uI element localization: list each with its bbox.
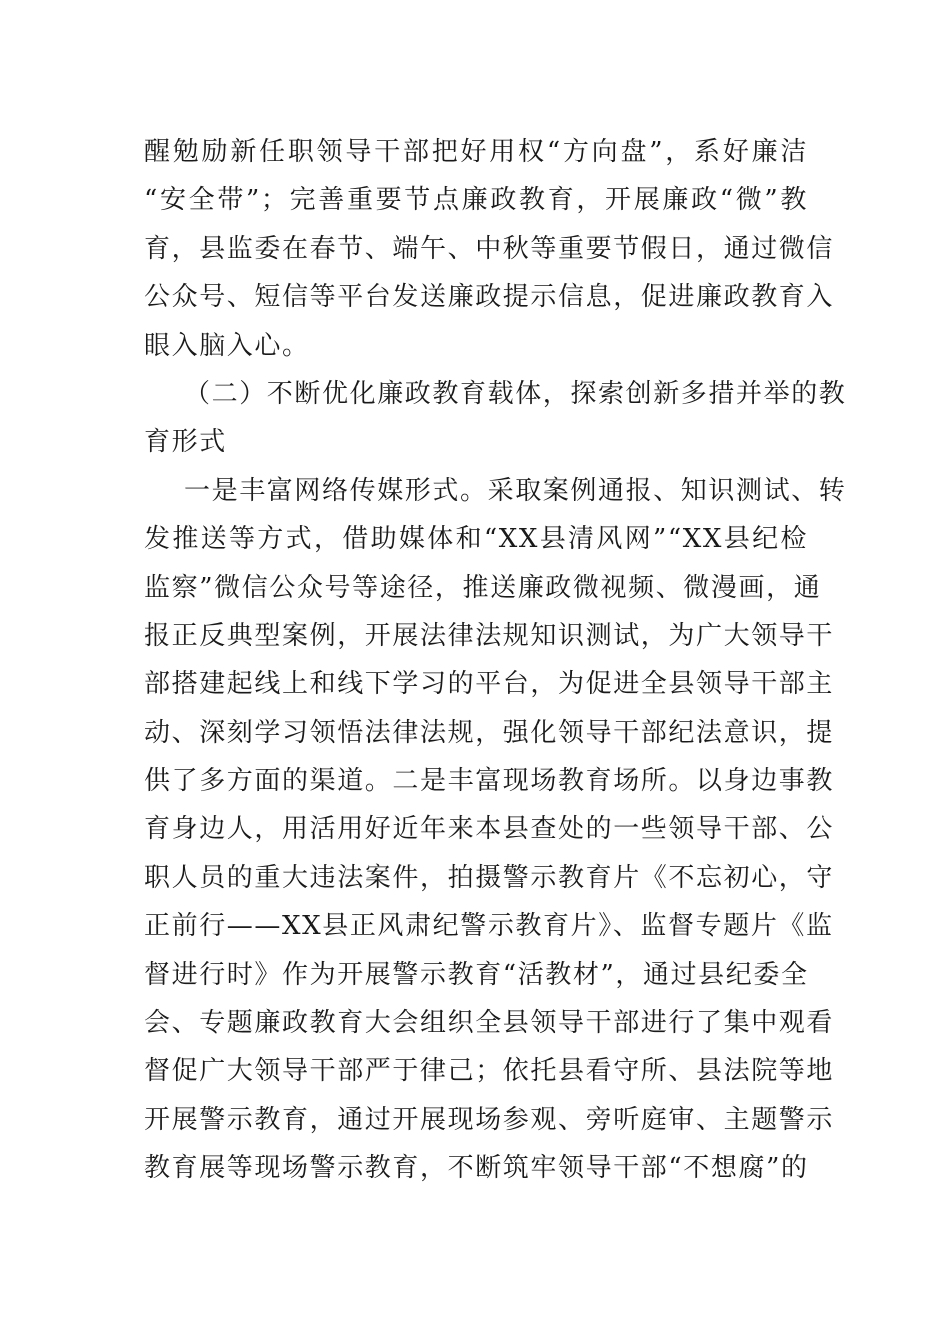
text-line: 部搭建起线上和线下学习的平台，为促进全县领导干部主	[144, 669, 835, 700]
text-line: 育形式	[144, 427, 227, 458]
text-line: 育身边人，用活用好近年来本县查处的一些领导干部、公	[144, 814, 835, 845]
text-line: 发推送等方式，借助媒体和“XX县清风网”“XX县纪检	[144, 524, 808, 555]
text-line: 供了多方面的渠道。二是丰富现场教育场所。以身边事教	[144, 766, 835, 797]
text-line: 育，县监委在春节、端午、中秋等重要节假日，通过微信	[144, 233, 835, 264]
text-line: 会、专题廉政教育大会组织全县领导干部进行了集中观看	[144, 1008, 835, 1039]
document-body	[144, 128, 847, 1193]
text-line: 监察”微信公众号等途径，推送廉政微视频、微漫画，通	[144, 572, 822, 603]
text-line: 公众号、短信等平台发送廉政提示信息，促进廉政教育入	[144, 282, 835, 313]
text-line: 督促广大领导干部严于律己；依托县看守所、县法院等地	[144, 1056, 835, 1087]
text-line: 一是丰富网络传媒形式。采取案例通报、知识测试、转	[184, 475, 847, 506]
text-line: （二）不断优化廉政教育载体，探索创新多措并举的教	[184, 378, 847, 409]
text-line: 职人员的重大违法案件，拍摄警示教育片《不忘初心，守	[144, 862, 835, 893]
text-line: 动、深刻学习领悟法律法规，强化领导干部纪法意识，提	[144, 717, 835, 748]
text-line: 报正反典型案例，开展法律法规知识测试，为广大领导干	[144, 620, 835, 651]
text-line: 眼入脑入心。	[144, 330, 310, 361]
text-line: 督进行时》作为开展警示教育“活教材”，通过县纪委全	[144, 959, 809, 990]
text-line: “安全带”；完善重要节点廉政教育，开展廉政“微”教	[144, 185, 808, 216]
text-line: 教育展等现场警示教育，不断筑牢领导干部“不想腐”的	[144, 1153, 809, 1184]
text-line: 醒勉励新任职领导干部把好用权“方向盘”，系好廉洁	[144, 137, 808, 167]
text-line: 开展警示教育，通过开展现场参观、旁听庭审、主题警示	[144, 1104, 835, 1135]
text-line: 正前行——XX县正风肃纪警示教育片》、监督专题片《监	[144, 911, 834, 942]
